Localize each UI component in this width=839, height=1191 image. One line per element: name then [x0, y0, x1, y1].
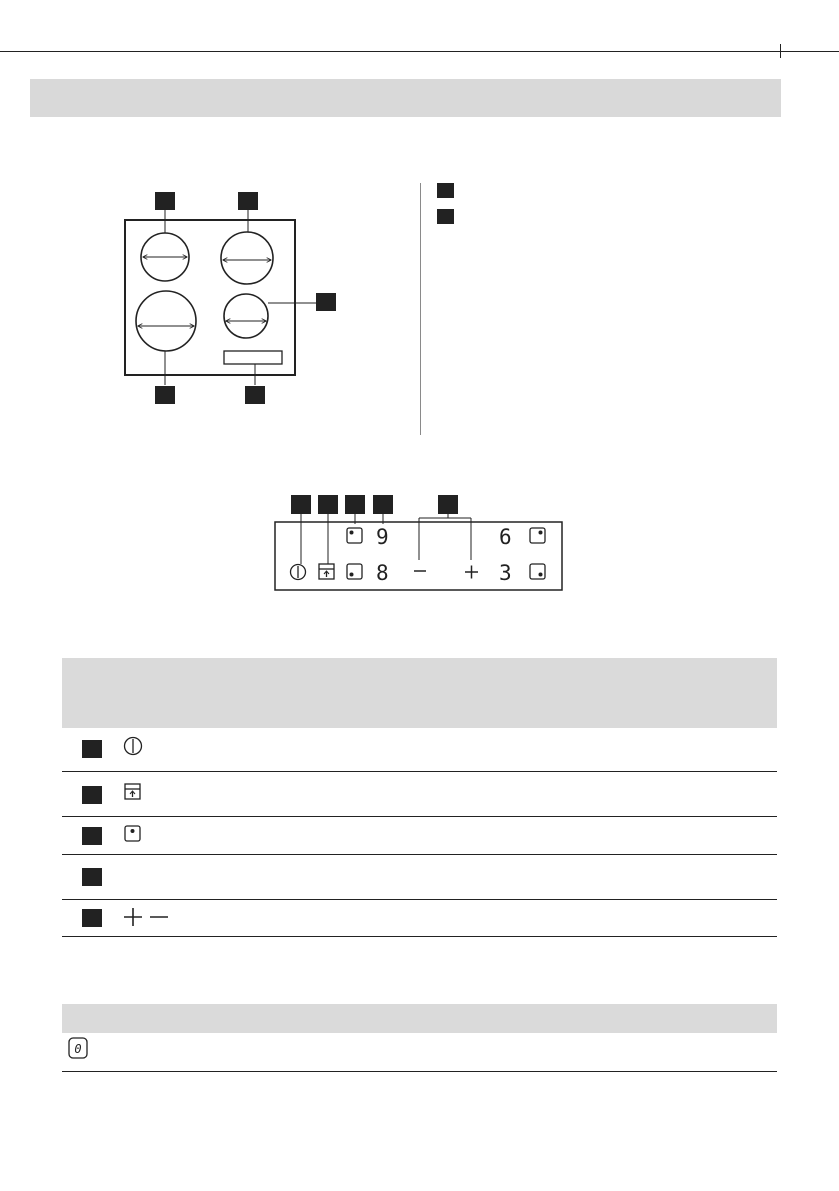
callout-box [238, 192, 258, 210]
lock-icon [122, 781, 144, 803]
zone-indicator-icon [530, 564, 545, 579]
zone-indicator-icon [347, 528, 362, 543]
header-rule [0, 51, 839, 52]
lock-icon [319, 564, 334, 579]
cooking-zone-rear-right [221, 232, 273, 284]
callout-box [316, 293, 336, 311]
callout-box [438, 495, 458, 514]
cooking-surface-diagram [110, 185, 350, 410]
legend-box [437, 209, 454, 224]
display-digit: 6 [499, 525, 512, 549]
zone-indicator-icon [347, 564, 362, 579]
table-header [62, 1004, 777, 1033]
zone-indicator-icon [122, 823, 144, 845]
table-row [62, 855, 777, 900]
table-row [62, 772, 777, 817]
header-tick [780, 44, 781, 58]
table-row [62, 817, 777, 855]
hob-control-panel [224, 351, 282, 364]
power-icon [122, 735, 144, 757]
cooking-zone-large [136, 291, 196, 351]
callout-box [345, 495, 365, 514]
table-row [62, 1033, 777, 1072]
callout-box [155, 386, 175, 404]
display-symbol-icon [67, 1036, 91, 1062]
callout-box [318, 495, 338, 514]
table-header [62, 658, 777, 728]
display-digit: 8 [376, 561, 389, 585]
display-indication-table [62, 1004, 777, 1072]
row-number-box [82, 827, 102, 845]
table-row [62, 900, 777, 937]
plus-minus-icon [122, 906, 172, 928]
hob-outline [125, 220, 295, 375]
callout-box [155, 192, 175, 210]
cooking-zone-small [224, 294, 268, 338]
display-symbol: 0 [74, 1042, 82, 1056]
legend-box [437, 183, 454, 198]
power-icon [291, 565, 306, 580]
callout-box [291, 495, 311, 514]
display-digit: 9 [376, 525, 389, 549]
plus-icon [465, 566, 478, 579]
control-panel-diagram [270, 490, 570, 595]
row-number-box [82, 909, 102, 927]
display-digit: 3 [499, 561, 512, 585]
table-row [62, 728, 777, 772]
row-number-box [82, 740, 102, 758]
row-number-box [82, 868, 102, 886]
zone-indicator-icon [530, 528, 545, 543]
row-number-box [82, 786, 102, 804]
control-function-table [62, 658, 777, 937]
section-title-bar [30, 79, 781, 117]
callout-box [373, 495, 393, 514]
column-divider [420, 183, 421, 435]
callout-box [245, 386, 265, 404]
